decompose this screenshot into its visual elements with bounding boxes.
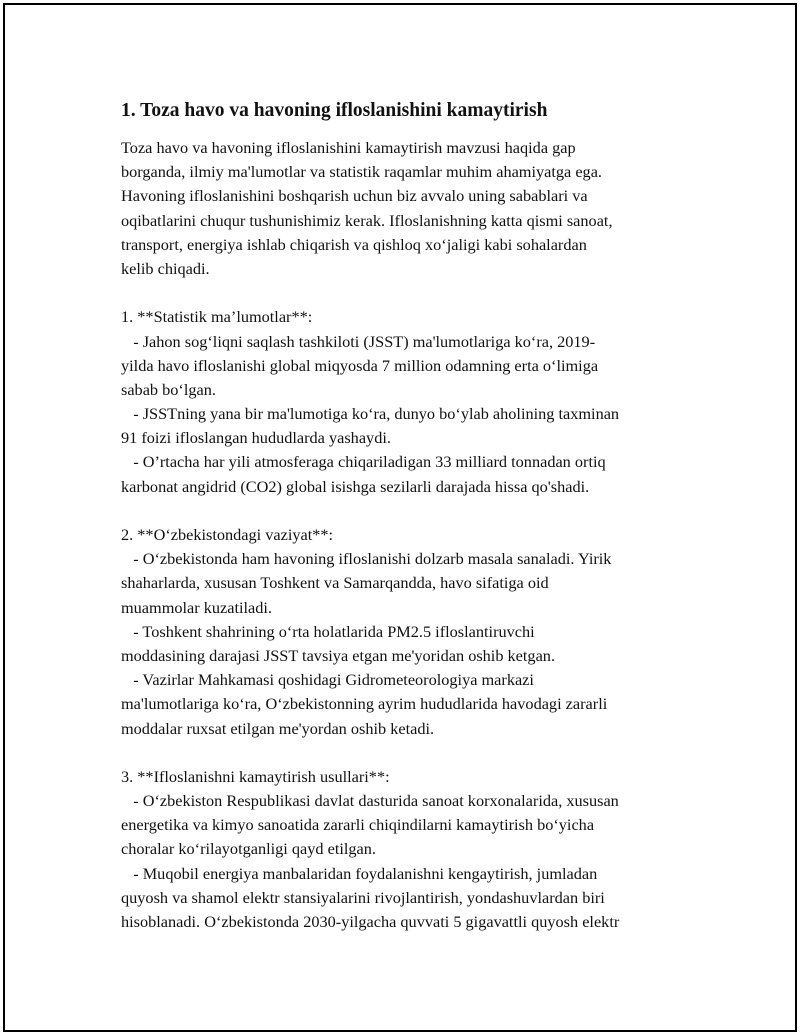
section-line: yilda havo ifloslanishi global miqyosda 7 million odamning erta o‘limiga xyxy=(121,355,599,375)
section-line: moddasining darajasi JSST tavsiya etgan me'yoridan oshib ketgan. xyxy=(121,645,556,665)
section-line: 91 foizi ifloslangan hududlarda yashaydi. xyxy=(121,428,391,448)
section-line: - O’rtacha har yili atmosferaga chiqariladigan 33 milliard tonnadan ortiq xyxy=(121,452,606,472)
section-line: hisoblanadi. O‘zbekistonda 2030-yilgacha quvvati 5 gigavattli quyosh elektr xyxy=(121,912,620,931)
section-line: choralar ko‘rilayotganligi qayd etilgan. xyxy=(121,839,376,859)
section-line: ma'lumotlariga ko‘ra, O‘zbekistonning ayrim hududlarida havodagi zararli xyxy=(121,694,608,714)
paragraph-spacer xyxy=(121,499,721,523)
section-line: - Vazirlar Mahkamasi qoshidagi Gidrometeorologiya markazi xyxy=(121,670,534,690)
section-statistics xyxy=(121,305,721,499)
document-title: 1. Toza havo va havoning ifloslanishini kamaytirish xyxy=(121,100,548,121)
intro-line: transport, energiya ishlab chiqarish va qishloq xo‘jaligi kabi sohalardan xyxy=(121,234,587,254)
section-heading: 3. **Ifloslanishni kamaytirish usullari**: xyxy=(121,766,390,786)
paragraph-spacer xyxy=(121,741,721,765)
section-reduction-methods xyxy=(121,765,721,934)
section-line: shaharlarda, xususan Toshkent va Samarqandda, havo sifatiga oid xyxy=(121,573,549,593)
document-body xyxy=(121,98,721,934)
section-heading: 1. **Statistik ma’lumotlar**: xyxy=(121,307,313,327)
section-line: - Muqobil energiya manbalaridan foydalanishni kengaytirish, jumladan xyxy=(121,863,598,883)
section-line: moddalar ruxsat etilgan me'yordan oshib ketadi. xyxy=(121,718,435,738)
section-line: energetika va kimyo sanoatida zararli chiqindilarni kamaytirish bo‘yicha xyxy=(121,815,595,835)
section-line: - Toshkent shahrining o‘rta holatlarida PM2.5 ifloslantiruvchi xyxy=(121,621,535,641)
section-uzbekistan-situation xyxy=(121,523,721,741)
intro-line: Toza havo va havoning ifloslanishini kamaytirish mavzusi haqida gap xyxy=(121,138,576,157)
paragraph-spacer xyxy=(121,281,721,305)
section-heading: 2. **O‘zbekistondagi vaziyat**: xyxy=(121,525,334,544)
page-frame xyxy=(3,3,797,1032)
intro-line: borganda, ilmiy ma'lumotlar va statistik raqamlar muhim ahamiyatga ega. xyxy=(121,162,602,182)
section-line: karbonat angidrid (CO2) global isishga sezilarli darajada hissa qo'shadi. xyxy=(121,476,590,496)
section-line: quyosh va shamol elektr stansiyalarini rivojlantirish, yondashuvlardan biri xyxy=(121,887,605,907)
section-line: - O‘zbekistonda ham havoning ifloslanishi dolzarb masala sanaladi. Yirik xyxy=(121,549,612,569)
section-line: muammolar kuzatiladi. xyxy=(121,597,273,617)
intro-line: kelib chiqadi. xyxy=(121,258,210,278)
intro-line: Havoning ifloslanishini boshqarish uchun biz avvalo uning sabablari va xyxy=(121,186,588,206)
intro-line: oqibatlarini chuqur tushunishimiz kerak. Ifloslanishning katta qismi sanoat, xyxy=(121,210,613,230)
section-line: - O‘zbekiston Respublikasi davlat dasturida sanoat korxonalarida, xususan xyxy=(121,791,619,811)
section-line: - JSSTning yana bir ma'lumotiga ko‘ra, dunyo bo‘ylab aholining taxminan xyxy=(121,404,620,424)
intro-paragraph xyxy=(121,136,721,281)
section-line: - Jahon sog‘liqni saqlash tashkiloti (JSST) ma'lumotlariga ko‘ra, 2019- xyxy=(121,331,596,351)
section-line: sabab bo‘lgan. xyxy=(121,379,216,399)
